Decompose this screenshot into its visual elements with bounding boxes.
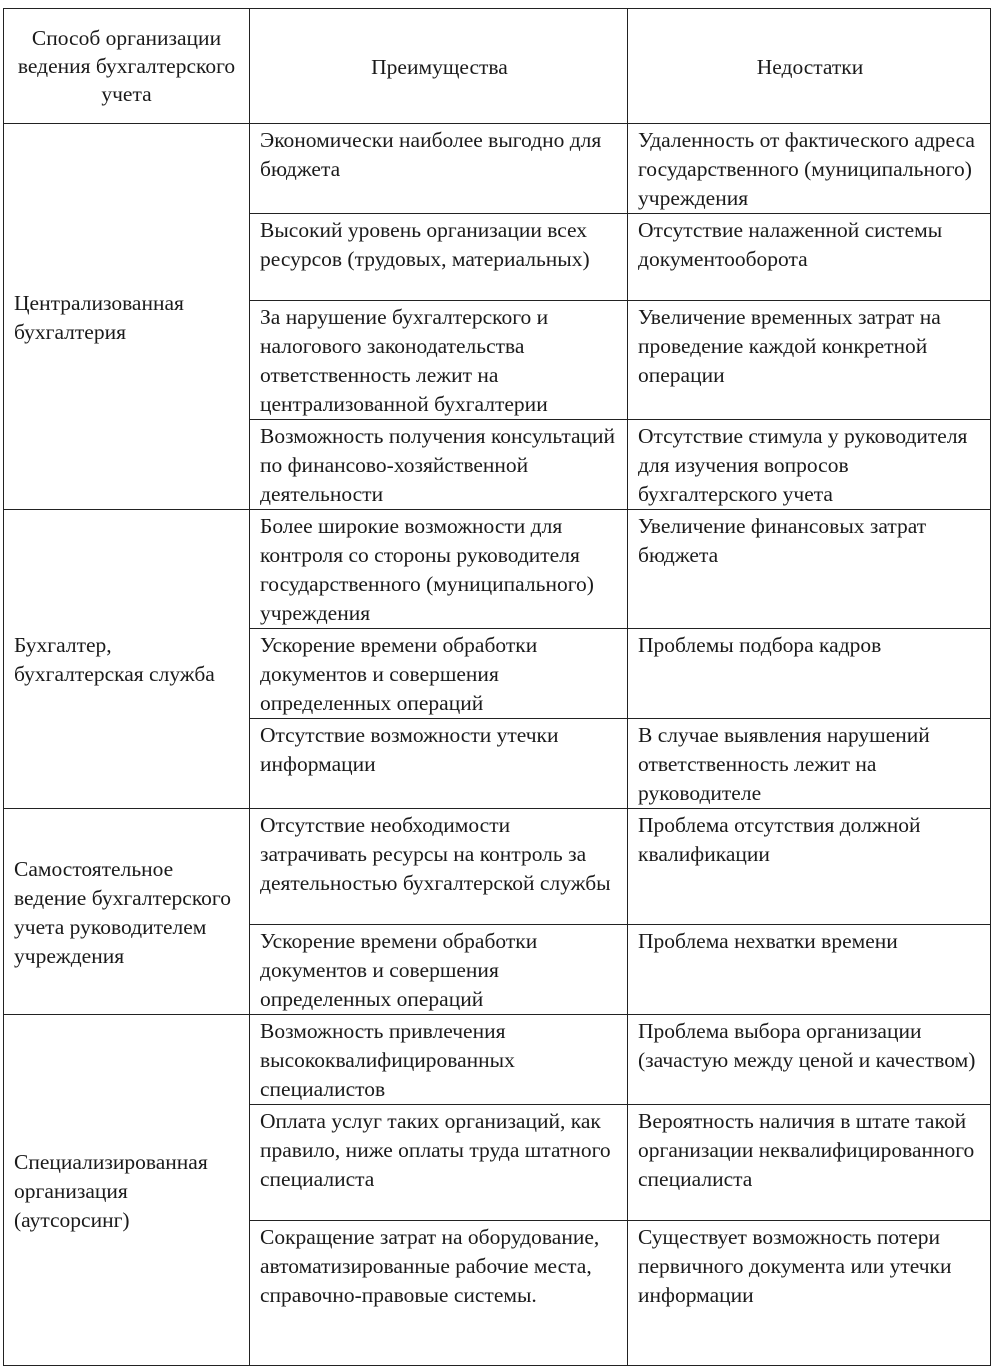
disadvantage-cell: Существует возможность потери первичного документа или утечки информации	[628, 1221, 991, 1366]
advantage-cell: Отсутствие необходимости затрачивать ресурсы на контроль за деятельностью бухгалтерской службы	[250, 809, 628, 925]
disadvantage-cell: Увеличение временных затрат на проведение каждой конкретной операции	[628, 301, 991, 420]
table-row	[4, 510, 991, 629]
method-cell: Централизованная бухгалтерия	[4, 124, 250, 510]
comparison-table	[3, 8, 991, 1366]
disadvantage-cell: В случае выявления нарушений ответственность лежит на руководителе	[628, 719, 991, 809]
table-row	[4, 809, 991, 925]
advantage-cell: Сокращение затрат на оборудование, автоматизированные рабочие места, справочно-правовые системы.	[250, 1221, 628, 1366]
table-row	[4, 124, 991, 214]
disadvantage-cell: Увеличение финансовых затрат бюджета	[628, 510, 991, 629]
header-row	[4, 9, 991, 124]
method-cell: Самостоятельное ведение бухгалтерского учета руководителем учреждения	[4, 809, 250, 1015]
disadvantage-cell: Проблема отсутствия должной квалификации	[628, 809, 991, 925]
disadvantage-cell: Проблемы подбора кадров	[628, 629, 991, 719]
disadvantage-cell: Проблема выбора организации (зачастую между ценой и качеством)	[628, 1015, 991, 1105]
table-row	[4, 1015, 991, 1105]
method-cell: Специализированная организация (аутсорсинг)	[4, 1015, 250, 1366]
advantage-cell: Оплата услуг таких организаций, как правило, ниже оплаты труда штатного специалиста	[250, 1105, 628, 1221]
header-advantages: Преимущества	[250, 9, 628, 124]
advantage-cell: За нарушение бухгалтерского и налогового законодательства ответственность лежит на централизованной бухгалтерии	[250, 301, 628, 420]
method-cell: Бухгалтер, бухгалтерская служба	[4, 510, 250, 809]
advantage-cell: Более широкие возможности для контроля со стороны руководителя государственного (муниципального) учреждения	[250, 510, 628, 629]
advantage-cell: Ускорение времени обработки документов и совершения определенных операций	[250, 629, 628, 719]
disadvantage-cell: Проблема нехватки времени	[628, 925, 991, 1015]
table-header	[4, 9, 991, 124]
disadvantage-cell: Отсутствие налаженной системы документооборота	[628, 214, 991, 301]
header-disadvantages: Недостатки	[628, 9, 991, 124]
disadvantage-cell: Удаленность от фактического адреса государственного (муниципального) учреждения	[628, 124, 991, 214]
disadvantage-cell: Отсутствие стимула у руководителя для изучения вопросов бухгалтерского учета	[628, 420, 991, 510]
table-body	[4, 124, 991, 1366]
advantage-cell: Возможность получения консультаций по финансово-хозяйственной деятельности	[250, 420, 628, 510]
advantage-cell: Экономически наиболее выгодно для бюджета	[250, 124, 628, 214]
advantage-cell: Возможность привлечения высококвалифицированных специалистов	[250, 1015, 628, 1105]
disadvantage-cell: Вероятность наличия в штате такой организации неквалифицированного специалиста	[628, 1105, 991, 1221]
header-method: Способ организации ведения бухгалтерского учета	[4, 9, 250, 124]
advantage-cell: Высокий уровень организации всех ресурсов (трудовых, материальных)	[250, 214, 628, 301]
advantage-cell: Ускорение времени обработки документов и совершения определенных операций	[250, 925, 628, 1015]
advantage-cell: Отсутствие возможности утечки информации	[250, 719, 628, 809]
